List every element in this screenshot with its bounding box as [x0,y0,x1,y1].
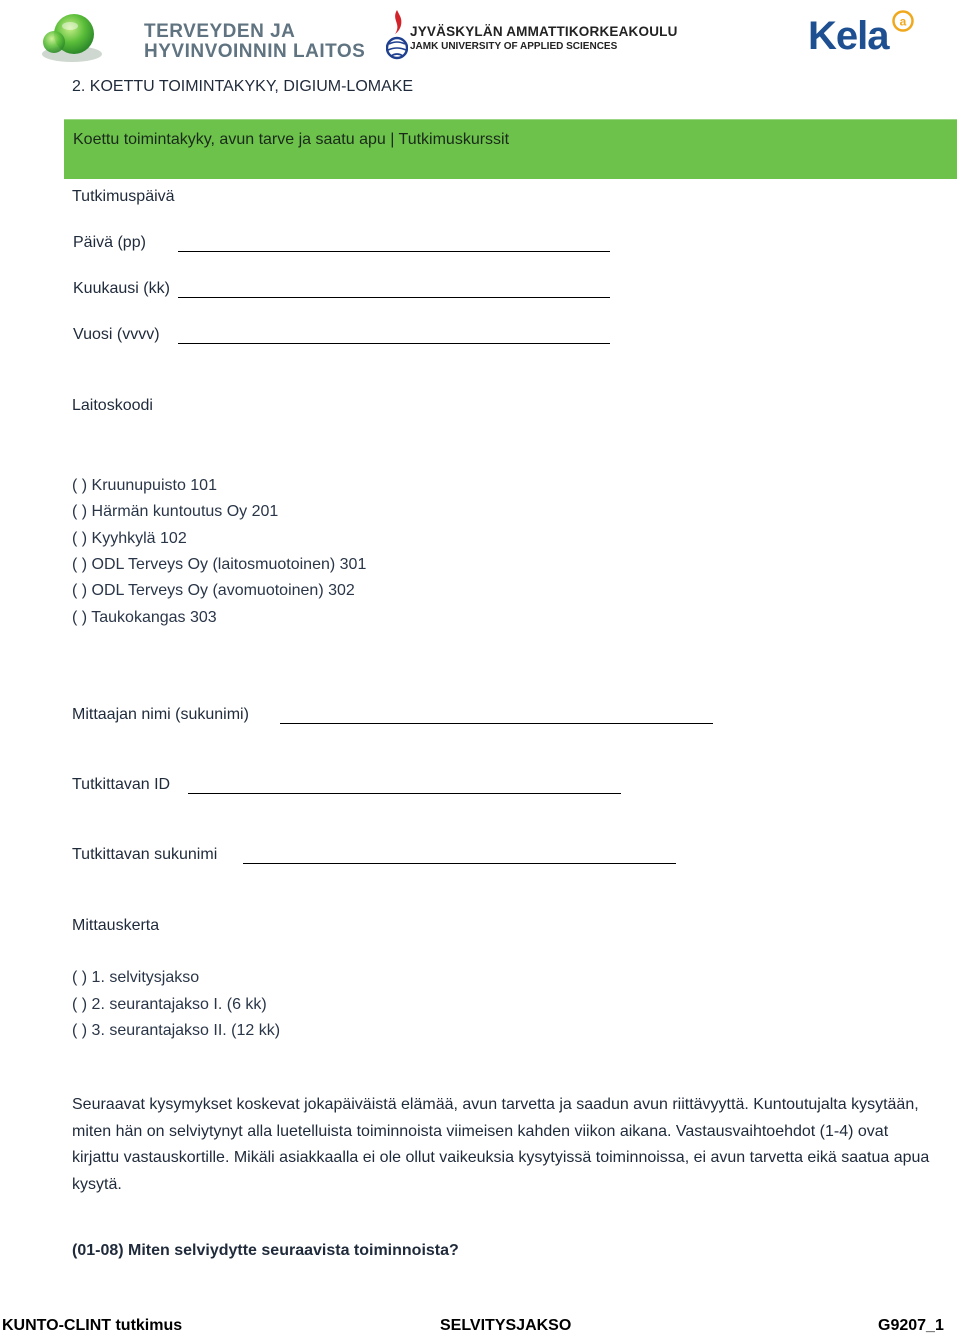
measurement-option[interactable]: ( ) 1. selvitysjakso [72,969,200,986]
facility-option[interactable]: ( ) ODL Terveys Oy (avomuotoinen) 302 [72,582,355,599]
form-header-label: Koettu toimintakyky, avun tarve ja saatu apu | Tutkimuskurssit [73,131,510,148]
measurement-option[interactable]: ( ) 3. seurantajakso II. (12 kk) [72,1022,281,1039]
month-label: Kuukausi (kk) [73,280,170,297]
thl-name-line1: TERVEYDEN JA [144,21,296,42]
measurement-option[interactable]: ( ) 2. seurantajakso I. (6 kk) [72,996,267,1013]
measurer-name-label: Mittaajan nimi (sukunimi) [72,706,249,723]
measurement-round-heading: Mittauskerta [72,917,160,934]
facility-option[interactable]: ( ) Härmän kuntoutus Oy 201 [72,503,279,520]
subject-surname-input-line[interactable] [243,863,676,864]
form-header-bar [64,119,957,179]
footer-code: G9207_1 [878,1317,944,1334]
jamk-flame-icon [386,8,408,64]
thl-globe-icon [36,10,106,66]
subject-id-label: Tutkittavan ID [72,776,171,793]
subject-id-input-line[interactable] [188,793,621,794]
kela-emblem-icon [892,10,914,32]
section-title: 2. KOETTU TOIMINTAKYKY, DIGIUM-LOMAKE [72,78,414,95]
thl-name-line2: HYVINVOINNIN LAITOS [144,41,366,62]
svg-text:a: a [899,14,907,29]
study-date-heading: Tutkimuspäivä [72,188,175,205]
facility-code-heading: Laitoskoodi [72,397,153,414]
thl-logo [36,10,366,66]
facility-option[interactable]: ( ) Kruunupuisto 101 [72,477,217,494]
instructions-paragraph: Seuraavat kysymykset koskevat jokapäiväistä elämää, avun tarvetta ja saadun avun riittävyyttä. Kuntoutujalta kysytään, miten hän on selviytynyt alla luetelluista toiminnoista viimeisen kahden viikon aikana. Vastausvaihtoehdot (1-4) ovat kirjattu vastauskortille. Mikäli asiakkaalla ei ole ollut vaikeuksia kysytyissä toiminnoissa, ei avun tarvetta eikä saatua apua kysytä. [72,1096,930,1193]
year-input-line[interactable] [178,343,610,344]
question-heading: (01-08) Miten selviydytte seuraavista toiminnoista? [72,1242,459,1259]
footer-study-name: KUNTO-CLINT tutkimus [2,1317,183,1334]
year-label: Vuosi (vvvv) [73,326,160,343]
jamk-name: JYVÄSKYLÄN AMMATTIKORKEAKOULU [410,24,678,39]
day-label: Päivä (pp) [73,234,146,251]
kela-logo: Kela [808,14,889,58]
footer-phase: SELVITYSJAKSO [440,1317,572,1334]
facility-option[interactable]: ( ) ODL Terveys Oy (laitosmuotoinen) 301 [72,556,367,573]
facility-option[interactable]: ( ) Taukokangas 303 [72,609,217,626]
day-input-line[interactable] [178,251,610,252]
month-input-line[interactable] [178,297,610,298]
facility-option[interactable]: ( ) Kyyhkylä 102 [72,530,187,547]
jamk-name-english: JAMK UNIVERSITY OF APPLIED SCIENCES [410,41,618,52]
subject-surname-label: Tutkittavan sukunimi [72,846,218,863]
measurer-name-input-line[interactable] [280,723,713,724]
